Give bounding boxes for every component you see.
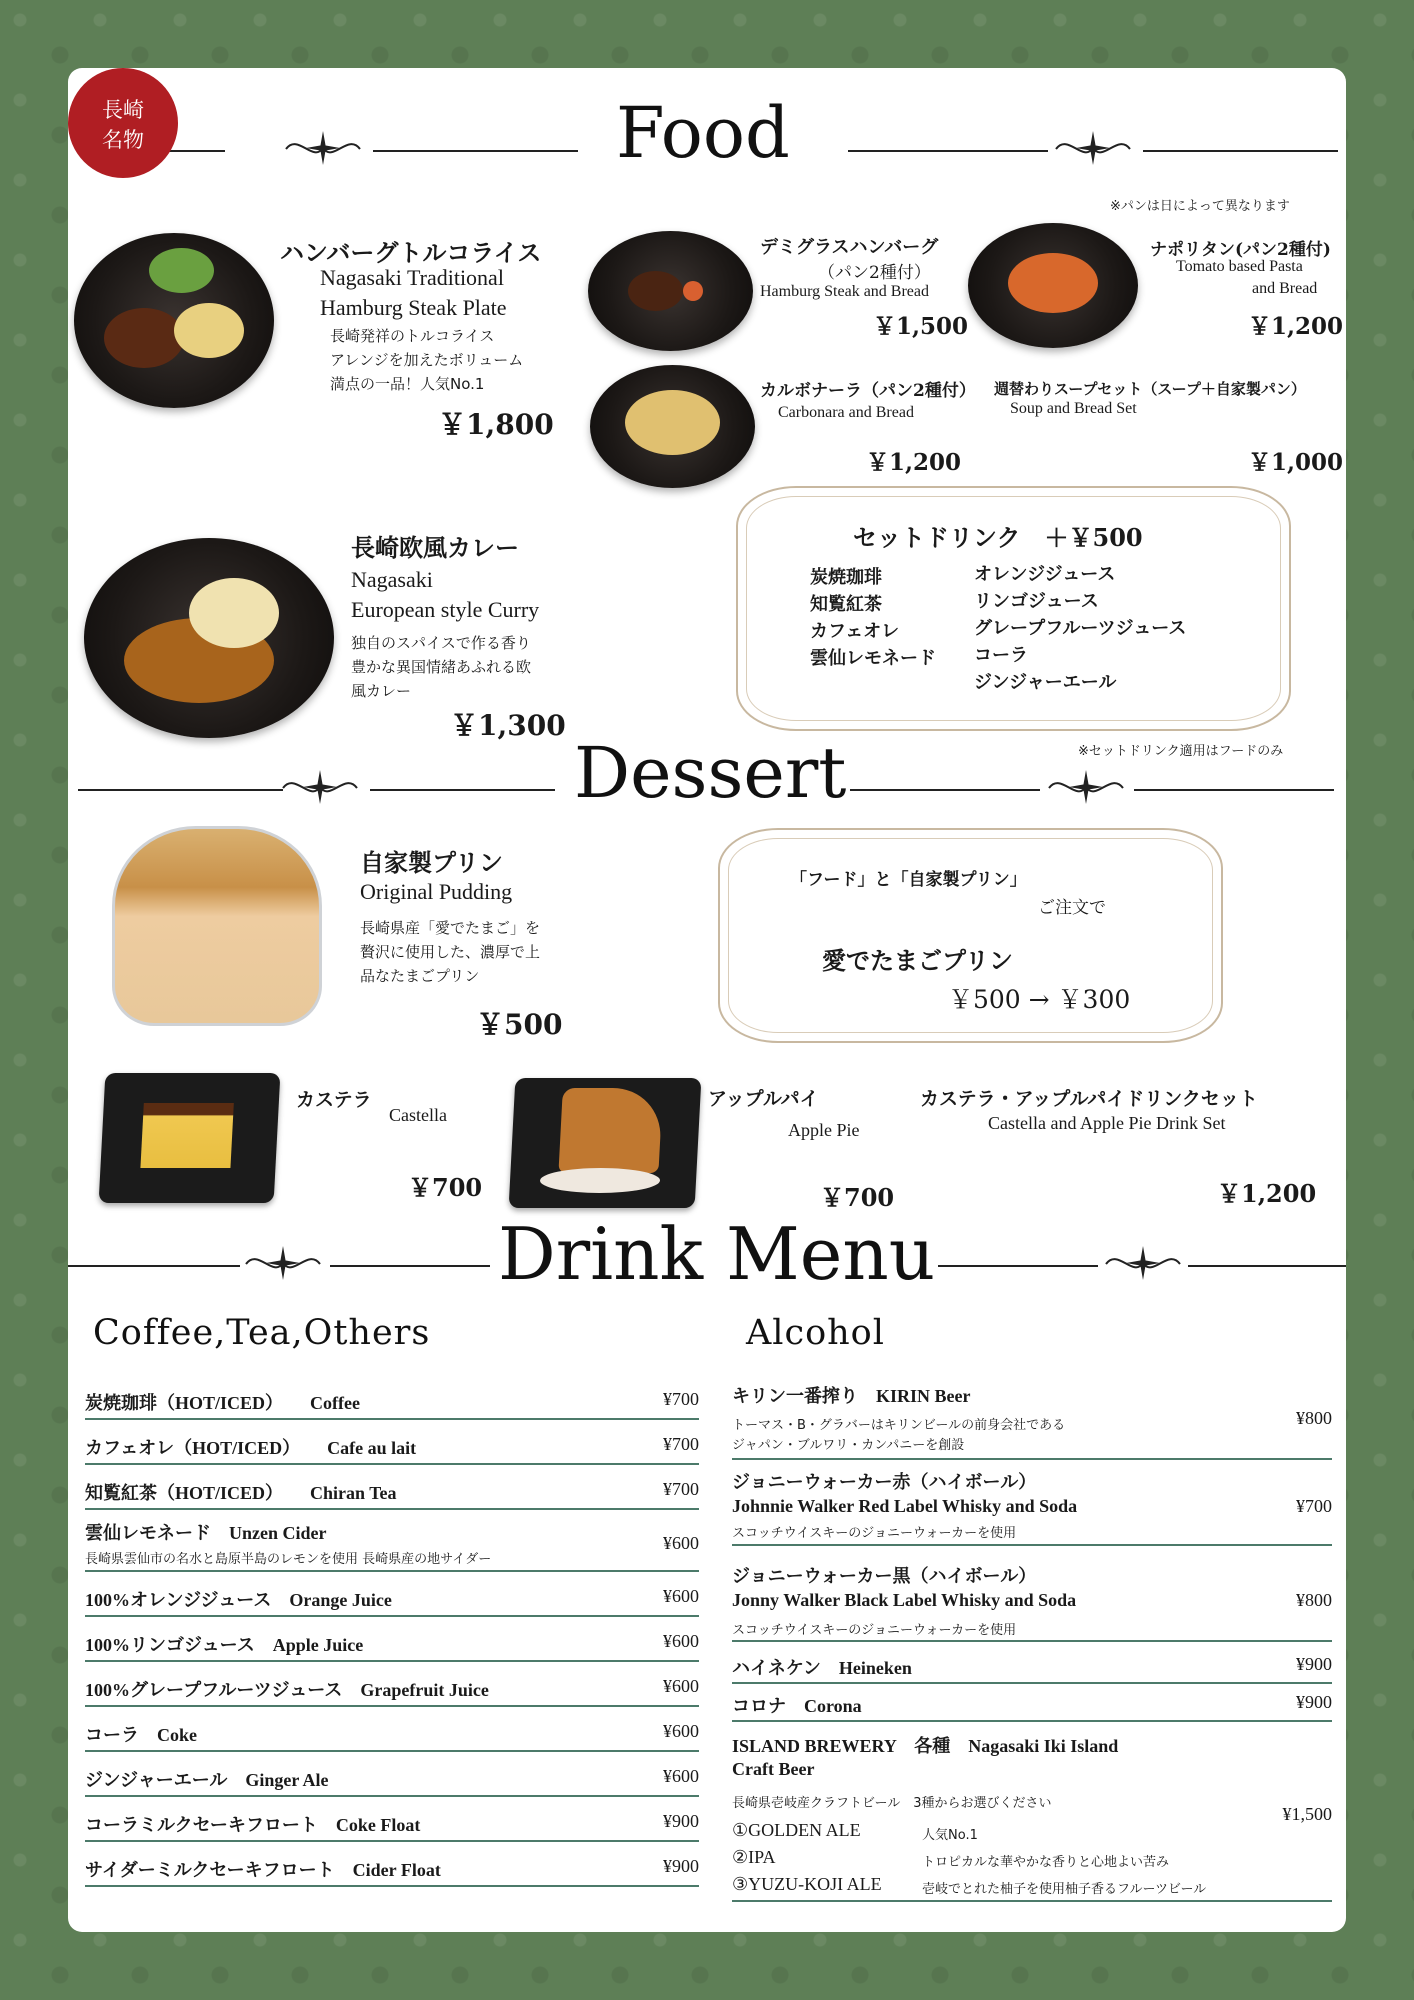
turkish-rice-photo <box>74 233 274 408</box>
turkish-rice-desc: 長崎発祥のトルコライス アレンジを加えたボリューム 満点の一品！人気No.1 <box>330 327 524 393</box>
set-drink-title: セットドリンク ＋￥500 <box>853 523 1143 552</box>
turkish-rice-en1: Nagasaki Traditional <box>320 265 504 290</box>
ornament-icon <box>1048 123 1138 173</box>
coffee-heading: Coffee,Tea,Others <box>93 1313 431 1353</box>
drink-row: サイダーミルクセーキフロート Cider Float ¥900 <box>85 1849 699 1887</box>
drink-row: 100%グレープフルーツジュース Grapefruit Juice ¥600 <box>85 1669 699 1707</box>
beer-note: トロピカルな華やかな香りと心地よい苦み <box>922 1855 1170 1870</box>
menu-sheet <box>68 68 1346 1932</box>
promo-line1: 「フード」と「自家製プリン」 <box>790 870 1027 890</box>
applepie-jp: アップルパイ <box>708 1088 819 1110</box>
drink-row: 100%リンゴジュース Apple Juice ¥600 <box>85 1624 699 1662</box>
ornament-icon <box>1041 762 1131 812</box>
napolitan-en2: and Bread <box>1252 280 1318 297</box>
promo-line2: ご注文で <box>1038 898 1106 918</box>
divider <box>373 150 578 152</box>
carbonara-price: ￥1,200 <box>866 449 962 476</box>
demiglace-jp2: （パン2種付） <box>818 263 931 283</box>
castella-en: Castella <box>389 1105 447 1125</box>
drink-menu-title: Drink Menu <box>498 1212 936 1296</box>
castella-price: ￥700 <box>408 1173 483 1202</box>
pudding-desc: 長崎県産「愛でたまご」を 贅沢に使用した、濃厚で上 品なたまごプリン <box>360 919 541 985</box>
divider <box>68 1265 240 1267</box>
divider <box>938 1265 1098 1267</box>
promo-name: 愛でたまごプリン <box>822 946 1014 975</box>
divider <box>370 789 555 791</box>
dessert-title: Dessert <box>574 732 847 814</box>
castella-jp: カステラ <box>296 1089 372 1111</box>
drink-row: ジョニーウォーカー黒（ハイボール） Jonny Walker Black Label Whisky and Soda スコッチウイスキーのジョニーウォーカーを使用 ¥800 <box>732 1558 1332 1642</box>
beer-name: ②IPA <box>732 1847 776 1867</box>
dessert-set-price: ￥1,200 <box>1217 1179 1317 1208</box>
dessert-set-en: Castella and Apple Pie Drink Set <box>988 1113 1226 1133</box>
food-title: Food <box>616 92 790 174</box>
carbonara-jp: カルボナーラ（パン2種付） <box>760 381 976 401</box>
curry-en2: European style Curry <box>351 597 540 622</box>
ornament-icon <box>238 1238 328 1288</box>
beer-note: 壱岐でとれた柚子を使用柚子香るフルーツビール <box>922 1882 1207 1897</box>
divider <box>1143 150 1338 152</box>
divider <box>850 789 1040 791</box>
drink-row: ジンジャーエール Ginger Ale ¥600 <box>85 1759 699 1797</box>
drink-row: コロナ Corona ¥900 <box>732 1686 1332 1722</box>
soup-jp: 週替わりスープセット（スープ＋自家製パン） <box>994 380 1306 398</box>
napolitan-en1: Tomato based Pasta <box>1176 258 1303 275</box>
divider <box>1188 1265 1346 1267</box>
promo-price: ￥500 → ￥300 <box>948 985 1131 1014</box>
ornament-icon <box>278 123 368 173</box>
carbonara-en: Carbonara and Bread <box>778 404 914 421</box>
ornament-icon <box>275 762 365 812</box>
drink-row: 炭焼珈琲（HOT/ICED） Coffee ¥700 <box>85 1384 699 1420</box>
turkish-rice-price: ￥1,800 <box>438 408 554 441</box>
beer-note: 人気No.1 <box>922 1828 978 1843</box>
soup-price: ￥1,000 <box>1248 449 1344 476</box>
curry-desc: 独自のスパイスで作る香り 豊かな異国情緒あふれる欧 風カレー <box>351 634 532 700</box>
curry-photo <box>84 538 334 738</box>
applepie-photo <box>509 1078 702 1208</box>
demiglace-jp: デミグラスハンバーグ <box>760 237 939 258</box>
set-drink-note: ※セットドリンク適用はフードのみ <box>1078 744 1284 759</box>
beer-name: ①GOLDEN ALE <box>732 1820 861 1840</box>
divider <box>848 150 1048 152</box>
curry-jp: 長崎欧風カレー <box>351 533 519 562</box>
drink-row-island-brewery: ISLAND BREWERY 各種 Nagasaki Iki Island Craft Beer 長崎県壱岐産クラフトビール 3種からお選びください ¥1,500 ①GOLDEN ALE 人気No.1 ②IPA トロピカルな華やかな香りと心地よい苦み ③YUZU-KOJI ALE 壱岐でとれた柚子を使用柚子香るフルーツビール <box>732 1728 1332 1902</box>
carbonara-photo <box>590 365 755 488</box>
ornament-icon <box>1098 1238 1188 1288</box>
drink-row: コーラ Coke ¥600 <box>85 1714 699 1752</box>
set-drink-list-left: 炭焼珈琲 知覧紅茶 カフェオレ 雲仙レモネード <box>810 567 936 669</box>
drink-row: ハイネケン Heineken ¥900 <box>732 1648 1332 1684</box>
napolitan-photo <box>968 223 1138 348</box>
pudding-jp: 自家製プリン <box>360 848 504 877</box>
set-drink-list-right: オレンジジュース リンゴジュース グレープフルーツジュース コーラ ジンジャーエール <box>974 564 1187 693</box>
drink-row: キリン一番搾り KIRIN Beer トーマス・B・グラバーはキリンビールの前身会社である ジャパン・ブルワリ・カンパニーを創設 ¥800 <box>732 1378 1332 1460</box>
turkish-rice-en2: Hamburg Steak Plate <box>320 295 507 320</box>
drink-row: 100%オレンジジュース Orange Juice ¥600 <box>85 1579 699 1617</box>
divider <box>78 789 283 791</box>
drink-row: カフェオレ（HOT/ICED） Cafe au lait ¥700 <box>85 1429 699 1465</box>
drink-row: 雲仙レモネード Unzen Cider 長崎県雲仙市の名水と島原半島のレモンを使用 長崎県産の地サイダー ¥600 <box>85 1513 699 1572</box>
drink-row: コーラミルクセーキフロート Coke Float ¥900 <box>85 1804 699 1842</box>
turkish-rice-jp: ハンバーグトルコライス <box>280 238 542 267</box>
napolitan-jp: ナポリタン(パン2種付) <box>1150 240 1331 260</box>
applepie-price: ￥700 <box>820 1183 895 1212</box>
alcohol-heading: Alcohol <box>746 1313 885 1353</box>
demiglace-price: ￥1,500 <box>873 313 969 340</box>
drink-row: 知覧紅茶（HOT/ICED） Chiran Tea ¥700 <box>85 1474 699 1510</box>
applepie-en: Apple Pie <box>788 1120 860 1140</box>
divider <box>1134 789 1334 791</box>
dessert-set-jp: カステラ・アップルパイドリンクセット <box>920 1088 1258 1110</box>
napolitan-price: ￥1,200 <box>1248 313 1344 340</box>
soup-en: Soup and Bread Set <box>1010 400 1137 417</box>
curry-price: ￥1,300 <box>450 709 566 742</box>
divider <box>330 1265 490 1267</box>
drink-row: ジョニーウォーカー赤（ハイボール） Johnnie Walker Red Label Whisky and Soda スコッチウイスキーのジョニーウォーカーを使用 ¥700 <box>732 1462 1332 1546</box>
demiglace-en: Hamburg Steak and Bread <box>760 283 929 300</box>
beer-name: ③YUZU-KOJI ALE <box>732 1874 882 1894</box>
demiglace-photo <box>588 231 753 351</box>
curry-en1: Nagasaki <box>351 567 433 592</box>
castella-photo <box>99 1073 281 1203</box>
pudding-en: Original Pudding <box>360 879 513 904</box>
pudding-photo <box>112 826 322 1026</box>
local-specialty-badge: 長崎 名物 <box>68 68 178 178</box>
bread-note: ※パンは日によって異なります <box>1110 199 1290 214</box>
pudding-price: ￥500 <box>476 1008 563 1041</box>
